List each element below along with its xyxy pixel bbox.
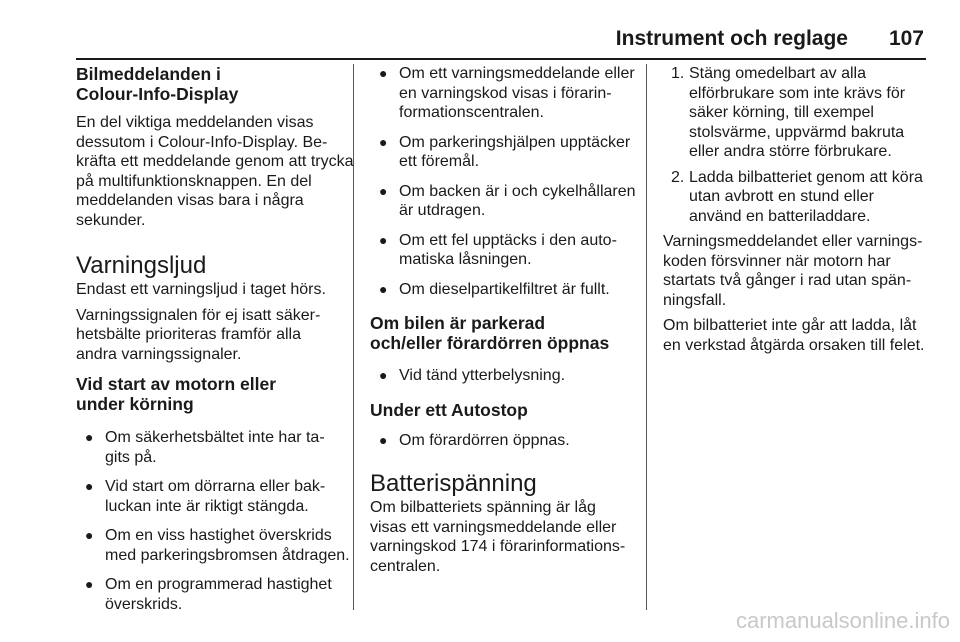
list-item: ● Om dieselpartikelfiltret är fullt. [379, 280, 610, 298]
bullet-icon: ● [379, 367, 388, 383]
column-divider-2 [646, 64, 647, 610]
list-item: ● Om backen är i och cykelhållaren är utdragen. [379, 182, 636, 219]
list-item: ● Vid start om dörrarna eller bakluckan inte är riktigt stängda. [85, 478, 326, 515]
list-item: ● Om ett fel upptäcks i den automatiska låsningen. [379, 231, 617, 268]
page-title: Instrument och reglage [615, 27, 848, 50]
heading-vid-start: Vid start av motorn eller under körning [76, 374, 277, 414]
bullet-icon: ● [85, 576, 94, 592]
list-item: ● Om en programmerad hastighet överskrids. [85, 576, 332, 613]
bullet-icon: ● [85, 429, 94, 445]
bullet-icon: ● [85, 478, 94, 494]
paragraph-intro: En del viktiga meddelanden visas dessutom i Colour-Info-Display. Bekräfta ett meddelande genom att trycka på multifunktionsknappen. En del meddelanden visas bara i några sekunder. [76, 114, 354, 229]
heading-parkerad: Om bilen är parkerad och/eller förardörren öppnas [370, 313, 610, 353]
bullet-icon: ● [379, 133, 388, 150]
bullet-icon: ● [379, 182, 388, 199]
header-divider [76, 58, 926, 60]
column-2 [370, 64, 636, 576]
bullet-list-autostop [370, 431, 636, 451]
list-item: ● Om en viss hastighet överskrids med parkeringsbromsen åtdragen. [85, 527, 350, 564]
bullet-list-vid-start [76, 428, 361, 614]
paragraph-endast: Endast ett varningsljud i taget hörs. [76, 281, 326, 298]
paragraph-forsvinner: Varningsmeddelandet eller varningskoden försvinner när motorn har startats två gånger i rad utan spänningsfall. [663, 233, 923, 309]
heading-batterispanning: Batterispänning [370, 470, 537, 497]
paragraph-batteri: Om bilbatteriets spänning är låg visas ett varningsmeddelande eller varningskod 174 i förarinformationscentralen. [370, 499, 626, 575]
list-item: 2. Ladda bilbatteriet genom att köra utan avbrott en stund eller använd en batteriladdare. [671, 168, 923, 225]
heading-varningsljud: Varningsljud [76, 252, 207, 279]
bullet-list-parkerad [370, 366, 636, 386]
column-3 [663, 64, 929, 355]
heading-bilmeddelanden: Bilmeddelanden i Colour-Info-Display [76, 64, 239, 104]
paragraph-varningssignalen: Varningssignalen för ej isatt säkerhetsbälte prioriteras framför alla andra varningssignaler. [76, 306, 321, 363]
heading-autostop: Under ett Autostop [370, 399, 528, 420]
watermark-text: carmanualsonline.info [735, 608, 950, 633]
list-item: ● Om ett varningsmeddelande eller en varningskod visas i förarinformationscentralen. [379, 65, 635, 121]
list-item: ● Om säkerhetsbältet inte har tagits på. [85, 429, 325, 466]
bullet-icon: ● [379, 231, 388, 248]
bullet-list-varningsljud [370, 64, 636, 299]
bullet-icon: ● [85, 527, 94, 543]
numbered-list-batteri [663, 64, 929, 226]
list-item: ● Om parkeringshjälpen upptäcker ett föremål. [379, 133, 631, 170]
paragraph-verkstad: Om bilbatteriet inte går att ladda, låt en verkstad åtgärda orsaken till felet. [663, 317, 925, 354]
bullet-icon: ● [379, 280, 388, 297]
list-item: ● Om förardörren öppnas. [379, 431, 570, 449]
page-number: 107 [888, 27, 924, 50]
page-header [0, 0, 960, 60]
bullet-icon: ● [379, 65, 388, 81]
bullet-icon: ● [379, 431, 388, 448]
list-item: 1. Stäng omedelbart av alla elförbrukare som inte krävs för säker körning, till exempel stolsvärme, uppvärmd bakruta eller andra större förbrukare. [671, 65, 906, 160]
list-item: ● Vid tänd ytterbelysning. [379, 367, 566, 384]
column-1 [76, 64, 361, 614]
